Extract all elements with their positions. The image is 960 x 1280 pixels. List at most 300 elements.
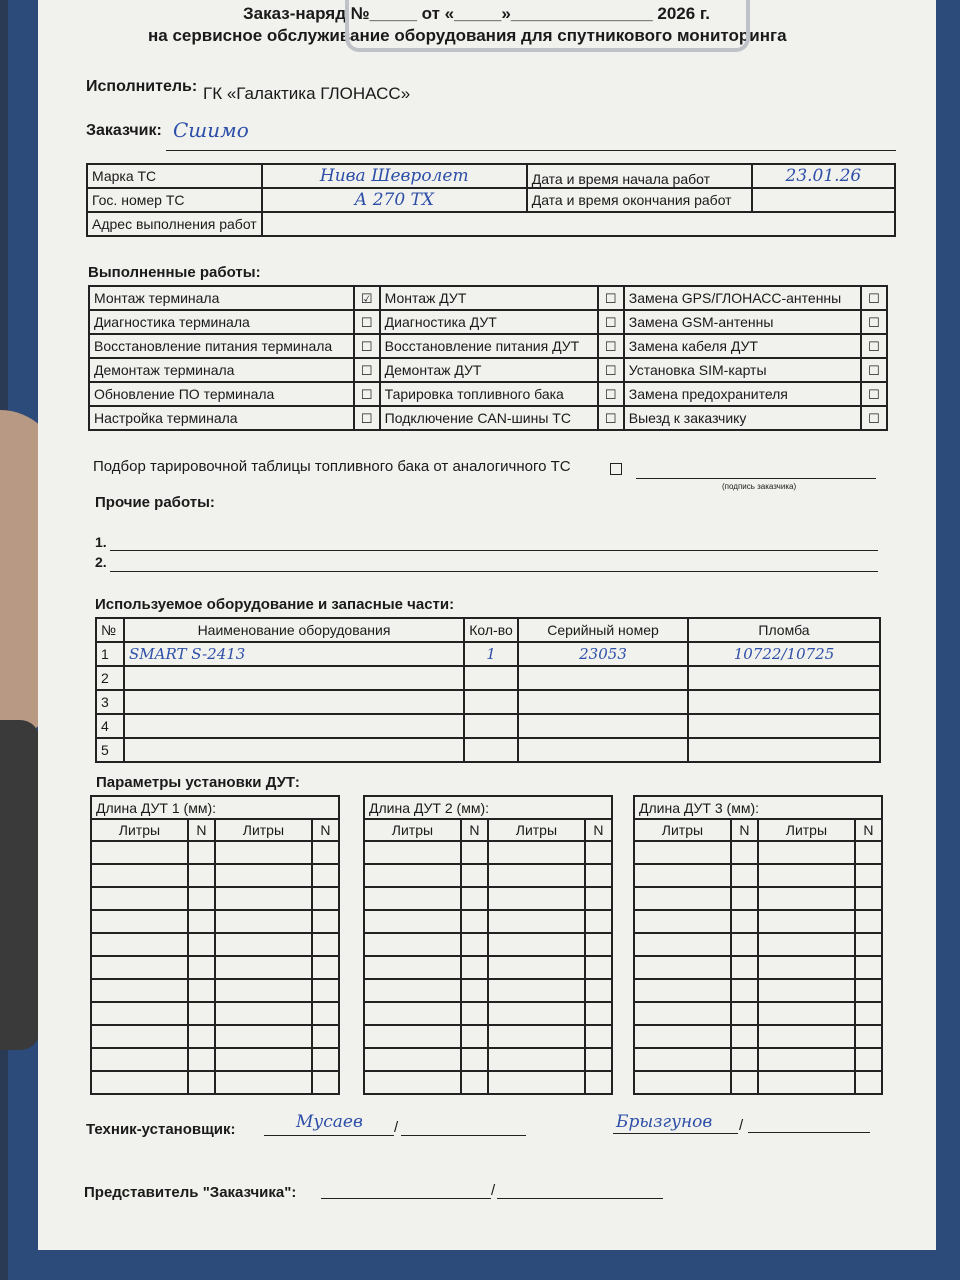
dut-cell[interactable] [634, 956, 731, 979]
eq-cell-serial[interactable] [518, 738, 688, 762]
dut-cell[interactable] [488, 887, 585, 910]
dut-cell[interactable] [364, 887, 461, 910]
dut-cell[interactable] [634, 841, 731, 864]
dut-cell[interactable] [364, 979, 461, 1002]
dut-cell[interactable] [488, 1025, 585, 1048]
dut-cell[interactable] [188, 1071, 215, 1094]
eq-cell-name[interactable] [124, 714, 464, 738]
dut-cell[interactable] [461, 933, 488, 956]
dut-cell[interactable] [634, 887, 731, 910]
eq-cell-text: 2 [101, 670, 109, 686]
work-item-checkbox[interactable] [861, 334, 887, 358]
plate-label: Гос. номер ТС [87, 188, 262, 212]
dut-cell[interactable] [585, 910, 612, 933]
dut-cell[interactable] [758, 933, 855, 956]
dut-cell[interactable] [634, 910, 731, 933]
work-item-checkbox[interactable] [354, 310, 380, 334]
eq-cell-seal[interactable] [688, 714, 880, 738]
dut-cell[interactable] [461, 910, 488, 933]
eq-header-name: Наименование оборудования [124, 618, 464, 642]
other-2-label: 2. [95, 554, 107, 570]
dut-cell[interactable] [91, 933, 188, 956]
eq-cell-qty[interactable] [464, 714, 518, 738]
dut-cell[interactable] [731, 933, 758, 956]
tariff-checkbox[interactable] [610, 463, 622, 475]
work-item-checkbox[interactable] [598, 286, 624, 310]
dut-cell[interactable] [488, 1002, 585, 1025]
eq-cell-name[interactable] [124, 666, 464, 690]
work-item-label: Выезд к заказчику [624, 406, 861, 430]
dut-cell[interactable] [188, 910, 215, 933]
checkbox-mark: ☐ [360, 338, 373, 354]
eq-cell-seal[interactable] [688, 666, 880, 690]
dut-cell[interactable] [188, 864, 215, 887]
dut-row [364, 1025, 612, 1048]
eq-header-seal: Пломба [688, 618, 880, 642]
brand-value-text: Нива Шевролет [319, 166, 469, 186]
dut-cell[interactable] [215, 956, 312, 979]
customer-label: Заказчик: [86, 122, 162, 139]
eq-cell-n [96, 666, 124, 690]
dut-cell[interactable] [215, 1002, 312, 1025]
dut-length-label[interactable]: Длина ДУТ 3 (мм): [634, 796, 882, 819]
dut-row [91, 979, 339, 1002]
dut-cell[interactable] [855, 1048, 882, 1071]
checkbox-mark: ☐ [604, 290, 617, 306]
eq-cell-qty[interactable] [464, 642, 518, 666]
eq-cell-name[interactable] [124, 738, 464, 762]
dut-cell[interactable] [312, 841, 339, 864]
work-item-checkbox[interactable] [354, 334, 380, 358]
dut-cell[interactable] [585, 1071, 612, 1094]
dut-cell[interactable] [188, 1025, 215, 1048]
dut-cell[interactable] [585, 1048, 612, 1071]
eq-cell-text: SMART S-2413 [129, 645, 246, 663]
dut-row [91, 864, 339, 887]
tech-sign-1[interactable]: Мусаев [296, 1112, 363, 1132]
work-item-checkbox[interactable] [598, 406, 624, 430]
dut-cell[interactable] [758, 864, 855, 887]
dut-cell[interactable] [91, 979, 188, 1002]
dut-cell[interactable] [634, 1048, 731, 1071]
dut-cell[interactable] [758, 887, 855, 910]
eq-cell-n [96, 738, 124, 762]
dut-cell[interactable] [758, 841, 855, 864]
dut-cell[interactable] [91, 1071, 188, 1094]
dut-row [634, 956, 882, 979]
work-item-label: Замена GSM-антенны [624, 310, 861, 334]
address-value[interactable] [262, 212, 895, 236]
table-row [96, 738, 880, 762]
other-1-label: 1. [95, 534, 107, 550]
dut-cell[interactable] [731, 1025, 758, 1048]
checkbox-mark: ☐ [868, 362, 880, 378]
dut-cell[interactable] [188, 979, 215, 1002]
dut-cell[interactable] [488, 841, 585, 864]
rep-sign-line[interactable] [321, 1198, 491, 1199]
dut-table-3 [633, 795, 883, 1095]
dut-length-label[interactable]: Длина ДУТ 1 (мм): [91, 796, 339, 819]
dut-cell[interactable] [585, 1002, 612, 1025]
work-item-checkbox[interactable] [861, 382, 887, 406]
dut-cell[interactable] [488, 864, 585, 887]
work-item-label: Диагностика ДУТ [380, 310, 598, 334]
dut-cell[interactable] [488, 933, 585, 956]
dut-cell[interactable] [585, 933, 612, 956]
dut-cell[interactable] [215, 1048, 312, 1071]
checkbox-mark: ☐ [868, 290, 880, 306]
eq-cell-qty[interactable] [464, 666, 518, 690]
title-line-1: Заказ-наряд №_____ от «_____»_______________ 2026 г. [243, 4, 711, 23]
dut-cell[interactable] [91, 910, 188, 933]
dut-cell[interactable] [188, 887, 215, 910]
dut-row [364, 1048, 612, 1071]
dut-row [364, 910, 612, 933]
dut-row [634, 933, 882, 956]
dut-cell[interactable] [461, 956, 488, 979]
dut-cell[interactable] [585, 864, 612, 887]
work-item-checkbox[interactable] [861, 358, 887, 382]
dut-cell[interactable] [634, 979, 731, 1002]
dut-cell[interactable] [731, 864, 758, 887]
dut-cell[interactable] [215, 864, 312, 887]
eq-cell-name[interactable] [124, 690, 464, 714]
checkbox-mark: ☐ [604, 314, 617, 330]
dut-cell[interactable] [312, 887, 339, 910]
work-item-checkbox[interactable] [861, 286, 887, 310]
dut-cell[interactable] [312, 956, 339, 979]
dut-col-header: Литры [758, 819, 855, 841]
dut-cell[interactable] [634, 1002, 731, 1025]
dut-cell[interactable] [758, 979, 855, 1002]
dut-table-1 [90, 795, 340, 1095]
dut-row [634, 841, 882, 864]
eq-cell-text: 5 [101, 742, 109, 758]
dut-cell[interactable] [758, 1025, 855, 1048]
dut-cell[interactable] [731, 841, 758, 864]
dut-cell[interactable] [855, 933, 882, 956]
dut-cell[interactable] [364, 1071, 461, 1094]
work-item-checkbox[interactable] [354, 406, 380, 430]
dut-cell[interactable] [461, 887, 488, 910]
dut-row [634, 1002, 882, 1025]
dut-col-header: N [585, 819, 612, 841]
dut-row [91, 841, 339, 864]
dut-cell[interactable] [488, 956, 585, 979]
work-item-label: Демонтаж ДУТ [380, 358, 598, 382]
dut-cell[interactable] [488, 1048, 585, 1071]
tech-slash-2: / [739, 1117, 744, 1134]
dut-col-header: Литры [634, 819, 731, 841]
dut-cell[interactable] [634, 1025, 731, 1048]
dut-col-header: Литры [488, 819, 585, 841]
start-label: Дата и время начала работ [527, 164, 752, 188]
dut-cell[interactable] [312, 1048, 339, 1071]
dut-cell[interactable] [215, 887, 312, 910]
dut-col-header: N [731, 819, 758, 841]
dut-cell[interactable] [758, 956, 855, 979]
dut-row [91, 887, 339, 910]
dut-cell[interactable] [215, 1071, 312, 1094]
dut-row [364, 1002, 612, 1025]
eq-cell-text: 1 [101, 646, 109, 662]
vehicle-table [86, 163, 896, 237]
dut-cell[interactable] [312, 1025, 339, 1048]
eq-cell-serial[interactable] [518, 666, 688, 690]
dut-cell[interactable] [855, 1025, 882, 1048]
checkbox-mark: ☐ [868, 314, 880, 330]
checkbox-mark: ☐ [868, 338, 880, 354]
work-item-label: Монтаж терминала [89, 286, 354, 310]
dut-row [634, 1025, 882, 1048]
customer-line [166, 150, 896, 151]
dut-row [364, 933, 612, 956]
dut-cell[interactable] [188, 1002, 215, 1025]
dut-cell[interactable] [215, 933, 312, 956]
dut-cell[interactable] [855, 1071, 882, 1094]
dut-title: Параметры установки ДУТ: [96, 774, 300, 791]
eq-cell-serial[interactable] [518, 642, 688, 666]
dut-cell[interactable] [91, 864, 188, 887]
dut-cell[interactable] [731, 956, 758, 979]
work-item-checkbox[interactable] [598, 358, 624, 382]
dut-cell[interactable] [758, 1048, 855, 1071]
checkbox-mark: ☐ [868, 410, 880, 426]
eq-header-qty: Кол-во [464, 618, 518, 642]
eq-header-serial: Серийный номер [518, 618, 688, 642]
table-row [96, 690, 880, 714]
dut-cell[interactable] [758, 1071, 855, 1094]
work-item-label: Подключение CAN-шины ТС [380, 406, 598, 430]
work-item-label: Монтаж ДУТ [380, 286, 598, 310]
work-item-label: Замена предохранителя [624, 382, 861, 406]
dut-cell[interactable] [364, 1048, 461, 1071]
end-value[interactable] [752, 188, 895, 212]
dut-cell[interactable] [364, 910, 461, 933]
dut-row [91, 1002, 339, 1025]
dut-table-2 [363, 795, 613, 1095]
dut-cell[interactable] [731, 1048, 758, 1071]
dut-cell[interactable] [215, 979, 312, 1002]
work-item-checkbox[interactable] [861, 406, 887, 430]
eq-cell-seal[interactable] [688, 738, 880, 762]
equipment-title: Используемое оборудование и запасные части: [95, 596, 455, 613]
dut-cell[interactable] [634, 864, 731, 887]
eq-cell-serial[interactable] [518, 690, 688, 714]
dut-cell[interactable] [461, 979, 488, 1002]
dut-col-header: Литры [91, 819, 188, 841]
dut-cell[interactable] [312, 864, 339, 887]
work-item-checkbox[interactable] [598, 334, 624, 358]
dut-cell[interactable] [488, 1071, 585, 1094]
dut-cell[interactable] [364, 956, 461, 979]
dut-cell[interactable] [855, 887, 882, 910]
dut-cell[interactable] [731, 1002, 758, 1025]
work-item-label: Тарировка топливного бака [380, 382, 598, 406]
dut-cell[interactable] [731, 887, 758, 910]
dut-cell[interactable] [188, 933, 215, 956]
executor-value: ГК «Галактика ГЛОНАСС» [203, 84, 411, 103]
dut-cell[interactable] [364, 933, 461, 956]
dut-cell[interactable] [634, 933, 731, 956]
dut-cell[interactable] [585, 979, 612, 1002]
dut-row [91, 1071, 339, 1094]
work-item-label: Диагностика терминала [89, 310, 354, 334]
dut-cell[interactable] [461, 1025, 488, 1048]
dut-cell[interactable] [364, 841, 461, 864]
rep-slash: / [491, 1182, 496, 1199]
work-order-sheet [38, 0, 936, 1250]
dut-cell[interactable] [91, 887, 188, 910]
dut-cell[interactable] [91, 956, 188, 979]
dut-cell[interactable] [731, 979, 758, 1002]
dut-col-header: Литры [364, 819, 461, 841]
dut-cell[interactable] [312, 910, 339, 933]
eq-cell-n [96, 642, 124, 666]
dut-col-header: N [461, 819, 488, 841]
dut-row [364, 956, 612, 979]
works-title: Выполненные работы: [88, 264, 261, 281]
dut-cell[interactable] [91, 841, 188, 864]
work-item-checkbox[interactable] [861, 310, 887, 334]
eq-cell-qty[interactable] [464, 690, 518, 714]
dut-row [634, 1048, 882, 1071]
dut-cell[interactable] [731, 910, 758, 933]
dut-row [91, 1048, 339, 1071]
dut-cell[interactable] [188, 1048, 215, 1071]
checkbox-mark: ☐ [360, 362, 373, 378]
dut-cell[interactable] [188, 841, 215, 864]
eq-cell-seal[interactable] [688, 642, 880, 666]
sleeve [0, 720, 40, 1050]
checkbox-mark: ☐ [604, 410, 617, 426]
eq-cell-seal[interactable] [688, 690, 880, 714]
start-value-text: 23.01.26 [785, 166, 862, 186]
dut-cell[interactable] [91, 1048, 188, 1071]
dut-cell[interactable] [188, 956, 215, 979]
dut-cell[interactable] [91, 1002, 188, 1025]
dut-cell[interactable] [215, 841, 312, 864]
signature-caption: (подпись заказчика) [722, 482, 797, 491]
eq-cell-serial[interactable] [518, 714, 688, 738]
brand-value[interactable] [262, 164, 527, 188]
eq-cell-n [96, 714, 124, 738]
dut-cell[interactable] [91, 1025, 188, 1048]
dut-length-label[interactable]: Длина ДУТ 2 (мм): [364, 796, 612, 819]
dut-cell[interactable] [364, 1025, 461, 1048]
work-item-checkbox[interactable] [354, 286, 380, 310]
work-item-checkbox[interactable] [598, 382, 624, 406]
work-item-label: Обновление ПО терминала [89, 382, 354, 406]
dut-row [634, 864, 882, 887]
work-item-checkbox[interactable] [354, 382, 380, 406]
dut-cell[interactable] [461, 1048, 488, 1071]
dut-cell[interactable] [758, 1002, 855, 1025]
dut-col-header: Литры [215, 819, 312, 841]
rep-name-line[interactable] [497, 1198, 663, 1199]
dut-cell[interactable] [758, 910, 855, 933]
eq-cell-n [96, 690, 124, 714]
dut-cell[interactable] [855, 841, 882, 864]
start-value[interactable] [752, 164, 895, 188]
dut-cell[interactable] [461, 1071, 488, 1094]
eq-cell-text: 10722/10725 [733, 645, 835, 663]
dut-cell[interactable] [364, 864, 461, 887]
other-2-line[interactable] [110, 571, 878, 572]
title-line-2: на сервисное обслуживание оборудования для спутникового мониторинга [148, 26, 787, 45]
eq-cell-name[interactable] [124, 642, 464, 666]
dut-cell[interactable] [634, 1071, 731, 1094]
dut-cell[interactable] [215, 910, 312, 933]
dut-cell[interactable] [312, 933, 339, 956]
tech-label: Техник-установщик: [86, 1121, 236, 1138]
executor-label: Исполнитель: [86, 78, 198, 95]
eq-cell-qty[interactable] [464, 738, 518, 762]
dut-row [91, 933, 339, 956]
work-item-label: Замена кабеля ДУТ [624, 334, 861, 358]
dut-cell[interactable] [461, 841, 488, 864]
dut-cell[interactable] [312, 1002, 339, 1025]
eq-header-n: № [96, 618, 124, 642]
plate-value[interactable] [262, 188, 527, 212]
table-row [96, 666, 880, 690]
dut-cell[interactable] [215, 1025, 312, 1048]
tech-sign-line-2 [613, 1133, 738, 1134]
dut-row [364, 979, 612, 1002]
dut-cell[interactable] [312, 979, 339, 1002]
plate-value-text: А 270 ТХ [354, 190, 434, 210]
dut-cell[interactable] [461, 864, 488, 887]
dut-cell[interactable] [855, 956, 882, 979]
dut-cell[interactable] [855, 864, 882, 887]
end-label: Дата и время окончания работ [527, 188, 752, 212]
eq-cell-text: 3 [101, 694, 109, 710]
works-table [88, 285, 888, 431]
dut-col-header: N [855, 819, 882, 841]
tech-sign-2[interactable]: Брызгунов [616, 1112, 713, 1132]
dut-cell[interactable] [855, 1002, 882, 1025]
dut-cell[interactable] [312, 1071, 339, 1094]
other-title: Прочие работы: [95, 494, 215, 511]
work-item-checkbox[interactable] [598, 310, 624, 334]
checkbox-mark: ☐ [360, 410, 373, 426]
dut-cell[interactable] [731, 1071, 758, 1094]
dut-cell[interactable] [855, 910, 882, 933]
dut-row [634, 1071, 882, 1094]
dut-cell[interactable] [488, 979, 585, 1002]
tariff-label: Подбор тарировочной таблицы топливного бака от аналогичного ТС [93, 458, 571, 475]
dut-cell[interactable] [585, 956, 612, 979]
clipboard-clip [345, 0, 750, 52]
other-1-line[interactable] [110, 550, 878, 551]
work-item-checkbox[interactable] [354, 358, 380, 382]
checkbox-mark: ☐ [868, 386, 880, 402]
tech-slash: / [394, 1119, 399, 1136]
signature-line [636, 478, 876, 479]
customer-value[interactable]: Сшимо [173, 118, 249, 142]
checkbox-mark: ☑ [360, 290, 373, 306]
dut-col-header: N [312, 819, 339, 841]
dut-cell[interactable] [488, 910, 585, 933]
dut-cell[interactable] [461, 1002, 488, 1025]
dut-cell[interactable] [585, 841, 612, 864]
dut-cell[interactable] [364, 1002, 461, 1025]
dut-cell[interactable] [855, 979, 882, 1002]
dut-cell[interactable] [585, 1025, 612, 1048]
dut-row [91, 1025, 339, 1048]
tech-name-line-2 [748, 1132, 870, 1133]
dut-cell[interactable] [585, 887, 612, 910]
